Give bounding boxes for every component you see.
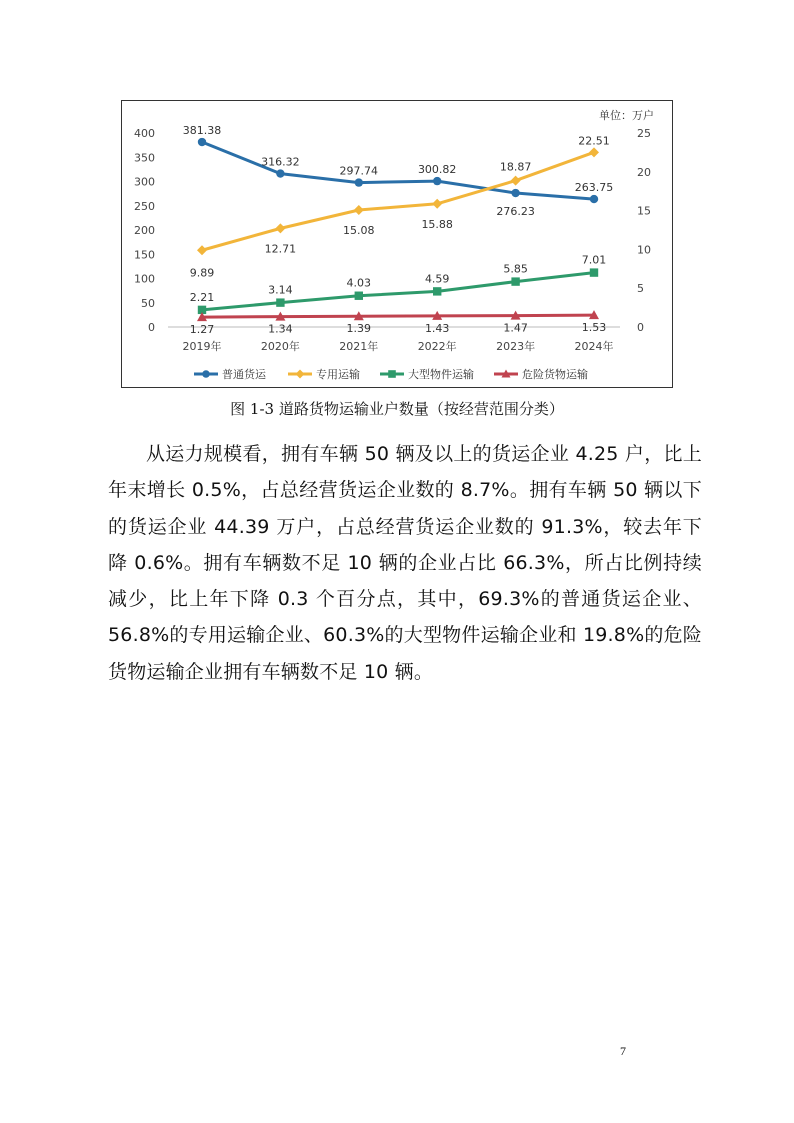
figure-caption: 图 1-3 道路货物运输业户数量（按经营范围分类） — [230, 400, 564, 418]
data-label: 15.88 — [421, 217, 453, 231]
right-axis-tick-label: 20 — [637, 165, 651, 179]
data-label: 297.74 — [339, 164, 379, 178]
data-point-0-5 — [590, 195, 598, 203]
x-axis-tick-label: 2024年 — [574, 340, 614, 353]
data-point-1-0 — [197, 245, 207, 255]
data-label: 1.39 — [346, 322, 372, 336]
right-axis-tick-label: 15 — [637, 204, 651, 218]
x-axis-tick-label: 2022年 — [417, 340, 457, 353]
legend-label: 大型物件运输 — [408, 368, 474, 381]
left-axis-tick-label: 100 — [134, 272, 155, 286]
data-point-2-2 — [355, 292, 363, 300]
legend-marker-0 — [202, 370, 210, 378]
data-point-1-3 — [432, 199, 442, 209]
left-axis-tick-label: 150 — [134, 248, 155, 262]
right-axis-tick-label: 5 — [637, 282, 644, 296]
left-axis-tick-label: 400 — [134, 127, 155, 140]
body-paragraph: 从运力规模看，拥有车辆 50 辆及以上的货运企业 4.25 户，比上年末增长 0.5%，占总经营货运企业数的 8.7%。拥有车辆 50 辆以下的货运企业 44.39 万户，占总经营货运企业数的 91.3%，较去年下降 0.6%。拥有车辆数不足 10 辆的企业占比 66.3%，所占比例持续减少，比上年下降 0.3 个百分点，其中，69.3%的普通货运企业、56.8%的专用运输企业、60.3%的大型物件运输企业和 19.8%的危险货物运输企业拥有车辆数不足 10 辆。 — [108, 443, 702, 683]
legend-label: 危险货物运输 — [522, 368, 588, 381]
series-line-0 — [202, 142, 594, 199]
data-label: 276.23 — [496, 205, 535, 219]
data-label: 1.43 — [424, 321, 450, 335]
data-point-1-5 — [589, 147, 599, 157]
data-label: 1.53 — [581, 321, 607, 335]
data-label: 381.38 — [182, 124, 222, 138]
data-label: 1.47 — [503, 321, 528, 335]
page-number: 7 — [620, 1044, 626, 1058]
data-label: 9.89 — [189, 266, 215, 280]
right-axis-tick-label: 10 — [637, 243, 651, 257]
series-line-2 — [202, 273, 594, 310]
data-label: 1.34 — [268, 322, 293, 336]
left-axis-tick-label: 350 — [134, 151, 155, 165]
data-label: 300.82 — [417, 163, 457, 177]
x-axis-tick-label: 2019年 — [182, 340, 222, 353]
left-axis-tick-label: 250 — [134, 199, 155, 213]
unit-label: 单位：万户 — [599, 109, 654, 122]
chart-frame — [121, 100, 673, 388]
right-axis-tick-label: 0 — [637, 321, 644, 334]
x-axis-tick-label: 2021年 — [339, 340, 379, 353]
data-point-1-2 — [354, 205, 364, 215]
series-line-3 — [202, 315, 594, 317]
legend-label: 普通货运 — [222, 368, 266, 381]
data-point-0-4 — [511, 189, 519, 197]
data-label: 12.71 — [264, 242, 297, 256]
line-chart — [122, 101, 672, 387]
x-axis-tick-label: 2023年 — [496, 340, 536, 353]
legend-marker-2 — [388, 370, 396, 378]
data-label: 22.51 — [578, 134, 610, 148]
data-label: 7.01 — [581, 253, 607, 267]
data-point-2-4 — [511, 277, 519, 285]
data-point-1-1 — [275, 223, 285, 233]
data-point-2-1 — [276, 298, 284, 306]
right-axis-tick-label: 25 — [637, 127, 651, 140]
data-label: 4.59 — [424, 272, 450, 286]
left-axis-tick-label: 300 — [134, 175, 155, 189]
data-label: 4.03 — [346, 276, 372, 290]
legend-marker-1 — [296, 370, 305, 379]
x-axis-tick-label: 2020年 — [260, 340, 300, 353]
data-point-1-4 — [511, 176, 521, 186]
body-paragraph-block — [108, 436, 702, 690]
data-point-2-5 — [590, 268, 598, 276]
data-label: 316.32 — [261, 155, 300, 169]
data-label: 263.75 — [574, 181, 614, 195]
left-axis-tick-label: 50 — [141, 296, 155, 310]
data-label: 2.21 — [189, 290, 215, 304]
data-point-0-3 — [433, 177, 441, 185]
data-label: 5.85 — [503, 262, 528, 276]
legend-label: 专用运输 — [316, 368, 360, 381]
data-point-0-2 — [355, 178, 363, 186]
data-point-0-1 — [276, 169, 284, 177]
left-axis-tick-label: 200 — [134, 224, 155, 237]
data-point-0-0 — [198, 138, 206, 146]
data-label: 15.08 — [343, 223, 375, 237]
data-point-2-3 — [433, 287, 441, 295]
data-label: 1.27 — [189, 323, 215, 337]
data-label: 18.87 — [499, 160, 532, 174]
data-label: 3.14 — [268, 283, 293, 297]
left-axis-tick-label: 0 — [148, 321, 155, 334]
